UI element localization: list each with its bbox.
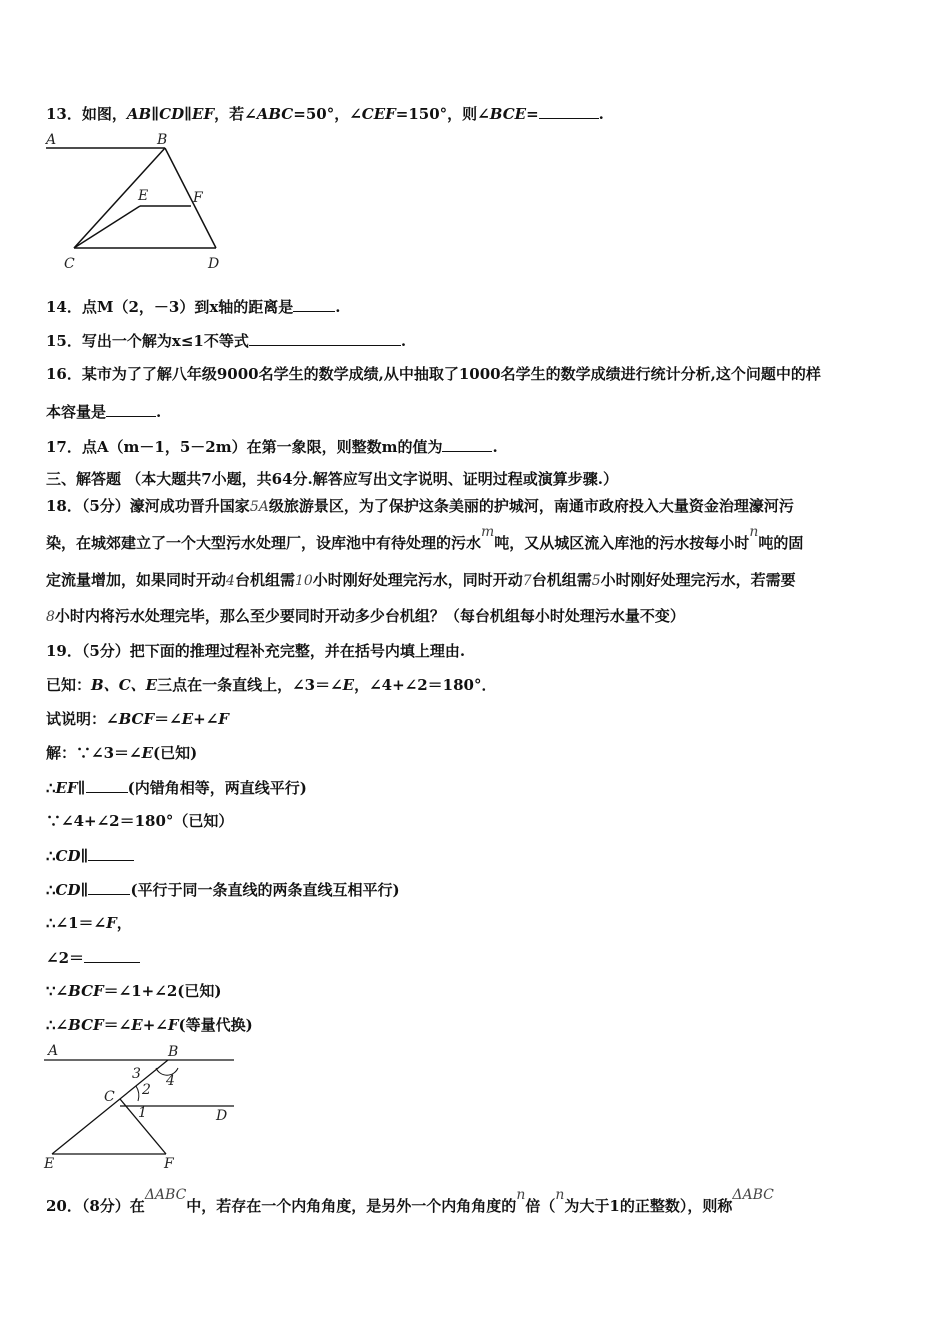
label-angle-3: 3	[132, 1066, 141, 1082]
figure-angles-parallel	[38, 1038, 248, 1172]
answer-blank[interactable]	[106, 401, 156, 417]
label-angle-1: 1	[138, 1105, 147, 1121]
q19-known	[46, 675, 496, 695]
q18-text: 小时刚好处理完污水，同时开动	[312, 571, 523, 589]
label-e: E	[44, 1156, 55, 1172]
q19-text: ，	[116, 914, 132, 932]
q18-text: 定流量增加，如果同时开动	[46, 571, 227, 589]
q19-text: 已知：	[46, 676, 92, 694]
q19-var: E	[141, 744, 154, 762]
q19-step-5	[46, 879, 400, 900]
q13-text: =50°，∠	[293, 105, 362, 123]
q20-math-n: n	[516, 1187, 526, 1203]
q19-var: BCF	[118, 710, 155, 728]
q13-text: ，若∠	[214, 105, 257, 123]
q19-var: EF	[55, 779, 78, 797]
answer-blank[interactable]	[293, 296, 335, 312]
q19-step-2	[46, 777, 307, 798]
q19-reason: (内错角相等，两直线平行)	[127, 779, 307, 797]
q19-text: +∠	[193, 710, 219, 728]
q19-text: ＝∠	[103, 1016, 132, 1034]
q19-text: 19．（5分）把下面的推理过程补充完整，并在括号内填上理由.	[46, 642, 466, 660]
q18-text: 小时刚好处理完污水，若需要	[600, 571, 796, 589]
q19-step-6	[46, 913, 132, 933]
q13-text: =150°，则∠	[395, 105, 490, 123]
q19-var: CD	[55, 881, 81, 899]
label-a: A	[48, 1043, 59, 1059]
q18-text: 级旅游景区，为了保护这条美丽的护城河，南通市政府投入大量资金治理濠河污	[268, 497, 794, 515]
label-b: B	[168, 1044, 179, 1060]
answer-blank[interactable]	[84, 947, 140, 963]
q18-math-m: m	[481, 524, 495, 540]
q19-text: (已知)	[153, 744, 198, 762]
question-18-line-2	[46, 524, 804, 554]
angle-arc-2	[136, 1086, 139, 1101]
q19-var: F	[218, 710, 229, 728]
q19-step-8	[46, 981, 221, 1001]
q19-text: ∴∠1＝∠	[46, 914, 107, 932]
question-18-line-3	[46, 570, 796, 591]
q17-text: 17．点A（m－1，5－2m）在第一象限，则整数m的值为	[46, 438, 443, 456]
label-d: D	[216, 1108, 228, 1124]
q19-text: ∵∠	[46, 982, 69, 1000]
q19-var: BCF	[68, 982, 104, 1000]
q17-end: .	[492, 438, 498, 456]
q13-end: .	[598, 105, 604, 123]
question-17	[46, 436, 498, 457]
q18-math-5a: 5A	[249, 499, 269, 515]
question-19-title	[46, 641, 465, 661]
q16-text: 本容量是	[46, 403, 107, 421]
question-20	[46, 1187, 774, 1217]
q19-var: F	[106, 914, 117, 932]
question-18-line-1	[46, 496, 794, 517]
q20-text: 为大于1的正整数），则称	[564, 1197, 733, 1215]
q19-text: ＝∠1+∠2(已知)	[103, 982, 222, 1000]
line-ec-b	[52, 1060, 168, 1154]
question-13	[46, 103, 604, 124]
q19-var: E	[181, 710, 194, 728]
q19-var: CD	[55, 847, 81, 865]
question-14	[46, 296, 341, 317]
q13-text: 如图，	[81, 105, 127, 123]
q18-text: 台机组需	[234, 571, 295, 589]
q19-step-1	[46, 743, 197, 763]
label-angle-4: 4	[166, 1073, 175, 1089]
q19-step-4	[46, 845, 134, 866]
q18-math-7: 7	[522, 573, 532, 589]
q20-text: 20．（8分）在	[46, 1197, 145, 1215]
q19-points: B、C、E	[91, 676, 158, 694]
q18-text: 台机组需	[531, 571, 592, 589]
section-3-heading	[46, 469, 618, 489]
q18-text: 吨的固	[758, 534, 804, 552]
q19-text: ∵∠4+∠2＝180°（已知）	[46, 812, 234, 830]
section-3-text: 三、解答题 （本大题共7小题，共64分.解答应写出文字说明、证明过程或演算步骤.）	[46, 470, 618, 488]
q14-text: 14．点M（2，－3）到x轴的距离是	[46, 298, 294, 316]
label-c: C	[64, 256, 75, 272]
figure-parallel-lines-trapezoid	[40, 128, 240, 276]
q19-text: ∴∠	[46, 1016, 69, 1034]
label-f: F	[164, 1156, 174, 1172]
q18-math-8: 8	[46, 609, 55, 625]
q18-text: 染，在城郊建立了一个大型污水处理厂，设库池中有待处理的污水	[46, 534, 482, 552]
q13-angle-cef: CEF	[361, 105, 396, 123]
q18-math-n: n	[749, 524, 759, 540]
q13-parallel-condition: AB∥CD∥EF	[126, 105, 215, 123]
question-15	[46, 330, 406, 351]
q19-text: ∴	[46, 847, 56, 865]
q19-text: ∴	[46, 881, 56, 899]
q19-reason: (等量代换)	[178, 1016, 253, 1034]
question-18-line-4	[46, 606, 685, 627]
answer-blank[interactable]	[539, 103, 599, 119]
label-e: E	[138, 188, 149, 204]
q19-text: ，∠4+∠2＝180°．	[354, 676, 497, 694]
q19-text: ∴	[46, 779, 56, 797]
label-a: A	[46, 132, 57, 148]
q14-end: .	[335, 298, 341, 316]
q19-reason: (平行于同一条直线的两条直线互相平行)	[130, 881, 400, 899]
q18-math-4: 4	[226, 573, 235, 589]
q19-text: ＝∠	[154, 710, 182, 728]
q19-var: BCF	[68, 1016, 104, 1034]
q16-end: .	[156, 403, 162, 421]
line-bd	[165, 148, 216, 248]
q19-text: ∥	[80, 847, 89, 865]
q13-number: 13．	[46, 105, 82, 123]
q20-text: 中，若存在一个内角角度，是另外一个内角角度的	[186, 1197, 517, 1215]
q19-step-3	[46, 811, 233, 831]
q13-angle-bce: BCE	[489, 105, 527, 123]
q18-math-5: 5	[591, 573, 601, 589]
q15-text: 15．写出一个解为x≤1不等式	[46, 332, 249, 350]
label-angle-2: 2	[142, 1082, 151, 1098]
q19-text: 解：∵∠3＝∠	[46, 744, 142, 762]
answer-blank[interactable]	[88, 879, 130, 895]
q19-var: E	[342, 676, 355, 694]
answer-blank[interactable]	[88, 845, 134, 861]
q18-text: 18．（5分）濠河成功晋升国家	[46, 497, 250, 515]
q16-text: 16．某市为了了解八年级9000名学生的数学成绩,从中抽取了1000名学生的数学成绩进行统计分析,这个问题中的样	[46, 365, 821, 383]
answer-blank[interactable]	[86, 777, 128, 793]
answer-blank[interactable]	[442, 436, 492, 452]
question-16-line-2	[46, 401, 161, 422]
q19-step-9	[46, 1015, 253, 1035]
q19-text: ∥	[80, 881, 89, 899]
q15-end: .	[400, 332, 407, 350]
q13-angle-abc: ABC	[256, 105, 294, 123]
q19-explain	[46, 709, 229, 729]
q19-text: 三点在一条直线上，∠3＝∠	[157, 676, 343, 694]
q19-var: E	[131, 1016, 143, 1034]
q19-text: ∥	[77, 779, 86, 797]
label-f: F	[193, 190, 203, 206]
q19-text: ∠2＝	[46, 949, 85, 967]
answer-blank[interactable]	[249, 330, 401, 346]
label-d: D	[208, 256, 220, 272]
line-bc	[74, 148, 165, 248]
label-b: B	[157, 132, 168, 148]
q19-var: F	[167, 1016, 179, 1034]
q20-math-triangle: ΔABC	[732, 1187, 774, 1203]
label-c: C	[104, 1089, 115, 1105]
q18-math-10: 10	[294, 573, 313, 589]
q20-math-n: n	[555, 1187, 565, 1203]
q19-text: 试说明：∠	[46, 710, 119, 728]
question-16-line-1	[46, 364, 821, 384]
q19-text: +∠	[142, 1016, 168, 1034]
q20-math-triangle: ΔABC	[144, 1187, 187, 1203]
q18-text: 小时内将污水处理完毕，那么至少要同时开动多少台机组？（每台机组每小时处理污水量不变）	[54, 607, 685, 625]
q13-text: =	[526, 105, 539, 123]
q20-text: 倍（	[525, 1197, 556, 1215]
q18-text: 吨，又从城区流入库池的污水按每小时	[494, 534, 750, 552]
q19-step-7	[46, 947, 140, 968]
